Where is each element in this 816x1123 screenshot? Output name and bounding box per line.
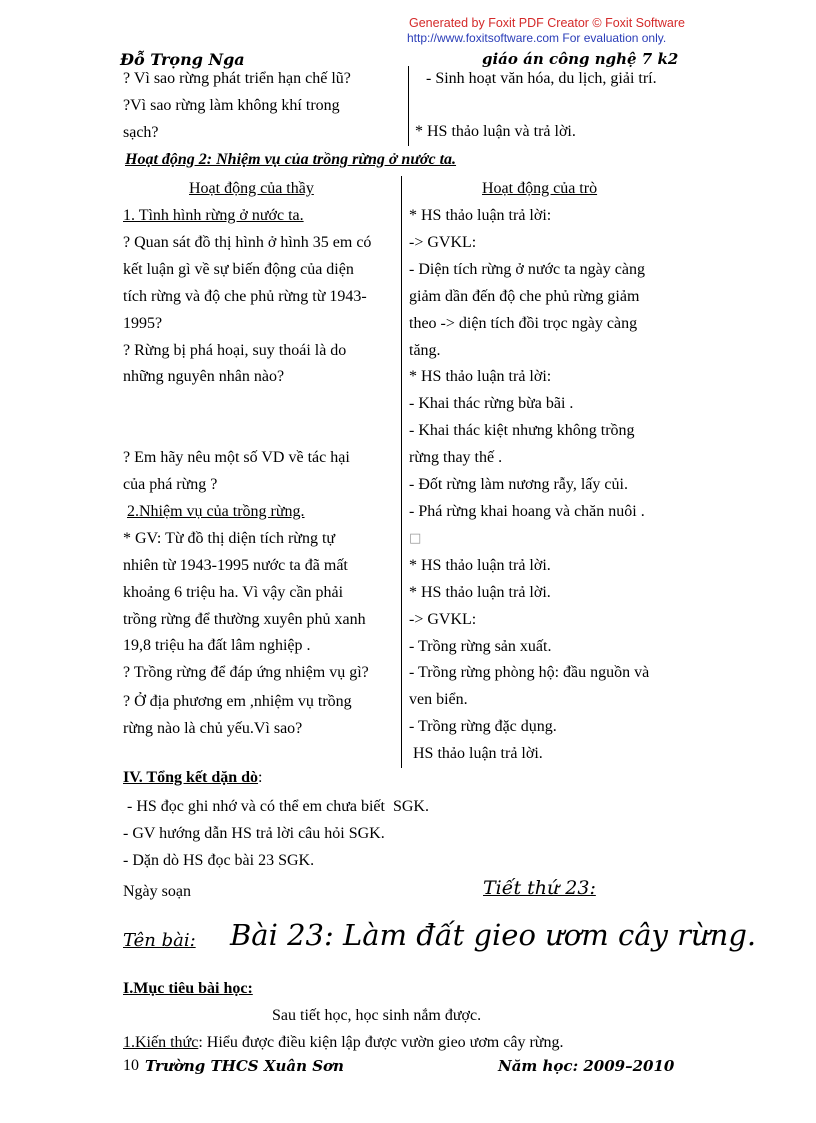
summary-item: - HS đọc ghi nhớ và có thể em chưa biết SGK. [123, 798, 429, 815]
lesson-title: Bài 23: Làm đất gieo ươm cây rừng. [230, 918, 757, 952]
teacher-line: rừng nào là chủ yếu.Vì sao? [123, 720, 303, 738]
top-right-answer-2: * HS thảo luận và trả lời. [415, 123, 576, 140]
top-right-answer-1: - Sinh hoạt văn hóa, du lịch, giải trí. [426, 70, 657, 87]
teacher-line: * GV: Từ đồ thị diện tích rừng tự [123, 529, 336, 547]
summary-title: IV. Tổng kết dặn dò [123, 769, 259, 786]
teacher-line: ? Em hãy nêu một số VD về tác hại [123, 449, 350, 467]
teacher-line: ? Ở địa phương em ,nhiệm vụ trồng [123, 693, 352, 711]
column-divider-top [408, 66, 409, 146]
teacher-line: khoảng 6 triệu ha. Vì vậy cần phải [123, 583, 344, 601]
question-line: ?Vì sao rừng làm không khí trong [123, 96, 340, 114]
period-label: Tiết thứ 23: [483, 877, 596, 899]
question-line: sạch? [123, 123, 159, 141]
spacer [123, 391, 371, 418]
summary-list [123, 794, 429, 875]
knowledge-text: : Hiểu được điều kiện lập được vườn gieo ươm cây rừng. [198, 1034, 564, 1051]
teacher-line: những nguyên nhân nào? [123, 368, 285, 386]
teacher-line: 19,8 triệu ha đất lâm nghiệp . [123, 637, 311, 655]
student-line: theo -> diện tích đồi trọc ngày càng [409, 314, 638, 332]
student-line: - Trồng rừng đặc dụng. [409, 718, 557, 736]
student-line: ven biển. [409, 691, 468, 709]
spacer [123, 418, 371, 445]
student-line: - Diện tích rừng ở nước ta ngày càng [409, 260, 645, 278]
student-line: rừng thay thế . [409, 449, 503, 467]
student-column [409, 203, 649, 768]
teacher-line: ? Rừng bị phá hoại, suy thoái là do [123, 341, 347, 359]
teacher-line: nhiên từ 1943-1995 nước ta đã mất [123, 556, 348, 574]
missing-glyph-box: □ [409, 530, 422, 546]
student-line: - Khai thác kiệt nhưng không trồng [409, 422, 635, 440]
page-number: 10 [123, 1057, 139, 1074]
col-header-student: Hoạt động của trò [482, 180, 598, 197]
student-line: -> GVKL: [409, 233, 477, 251]
knowledge-line [123, 1034, 563, 1052]
header-author: Đỗ Trọng Nga [120, 50, 245, 69]
teacher-line: tích rừng và độ che phủ rừng từ 1943- [123, 287, 367, 305]
header-subject: giáo án công nghệ 7 k2 [482, 50, 679, 68]
teacher-line: trồng rừng để thường xuyên phủ xanh [123, 610, 366, 628]
knowledge-label: 1.Kiến thức [123, 1034, 199, 1051]
teacher-line: kết luận gì về sự biến động của diện [123, 260, 354, 278]
student-line: HS thảo luận trả lời. [409, 745, 543, 763]
student-line: * HS thảo luận trả lời: [409, 368, 552, 386]
top-left-questions [123, 66, 351, 147]
student-line: - Trồng rừng sản xuất. [409, 637, 552, 655]
section-heading-forest-status: 1. Tình hình rừng ở nước ta. [123, 207, 304, 224]
objectives-title: I.Mục tiêu bài học: [123, 980, 253, 997]
student-line: * HS thảo luận trả lời. [409, 583, 551, 601]
column-divider-main [401, 176, 402, 768]
summary-item: - Dặn dò HS đọc bài 23 SGK. [123, 851, 315, 869]
footer-year: Năm học: 2009–2010 [498, 1057, 675, 1075]
student-line: - Trồng rừng phòng hộ: đầu nguồn và [409, 664, 650, 682]
teacher-line: 1995? [123, 314, 163, 332]
student-line: * HS thảo luận trả lời. [409, 556, 551, 574]
teacher-line: ? Trồng rừng để đáp ứng nhiệm vụ gì? [123, 664, 369, 682]
col-header-teacher: Hoạt động của thầy [189, 180, 314, 197]
date-label: Ngày soạn [123, 883, 191, 900]
lesson-name-label: Tên bài: [123, 930, 196, 951]
summary-item: - GV hướng dẫn HS trả lời câu hỏi SGK. [123, 824, 385, 842]
summary-colon: : [258, 769, 263, 786]
watermark-line-1: Generated by Foxit PDF Creator © Foxit Software [409, 16, 685, 30]
summary-title-wrap [123, 769, 262, 787]
watermark-line-2: http://www.foxitsoftware.com For evaluation only. [407, 31, 667, 45]
student-line: giảm dần đến độ che phủ rừng giảm [409, 287, 640, 305]
student-line: -> GVKL: [409, 610, 477, 628]
teacher-line: của phá rừng ? [123, 476, 218, 494]
student-line: * HS thảo luận trả lời: [409, 207, 552, 224]
teacher-line: ? Quan sát đồ thị hình ở hình 35 em có [123, 233, 372, 251]
student-line: tăng. [409, 341, 441, 359]
section-heading-planting-task: 2.Nhiệm vụ của trồng rừng. [127, 502, 305, 520]
footer-school: Trường THCS Xuân Sơn [145, 1057, 344, 1075]
teacher-column [123, 203, 371, 743]
question-line: ? Vì sao rừng phát triển hạn chế lũ? [123, 70, 351, 87]
student-line: - Đốt rừng làm nương rẫy, lấy củi. [409, 476, 628, 494]
student-line: - Khai thác rừng bừa bãi . [409, 395, 574, 413]
objectives-intro: Sau tiết học, học sinh nắm được. [272, 1007, 482, 1024]
activity-2-title: Hoạt động 2: Nhiệm vụ của trồng rừng ở nước ta. [125, 151, 457, 168]
student-line: - Phá rừng khai hoang và chăn nuôi . [409, 502, 645, 520]
